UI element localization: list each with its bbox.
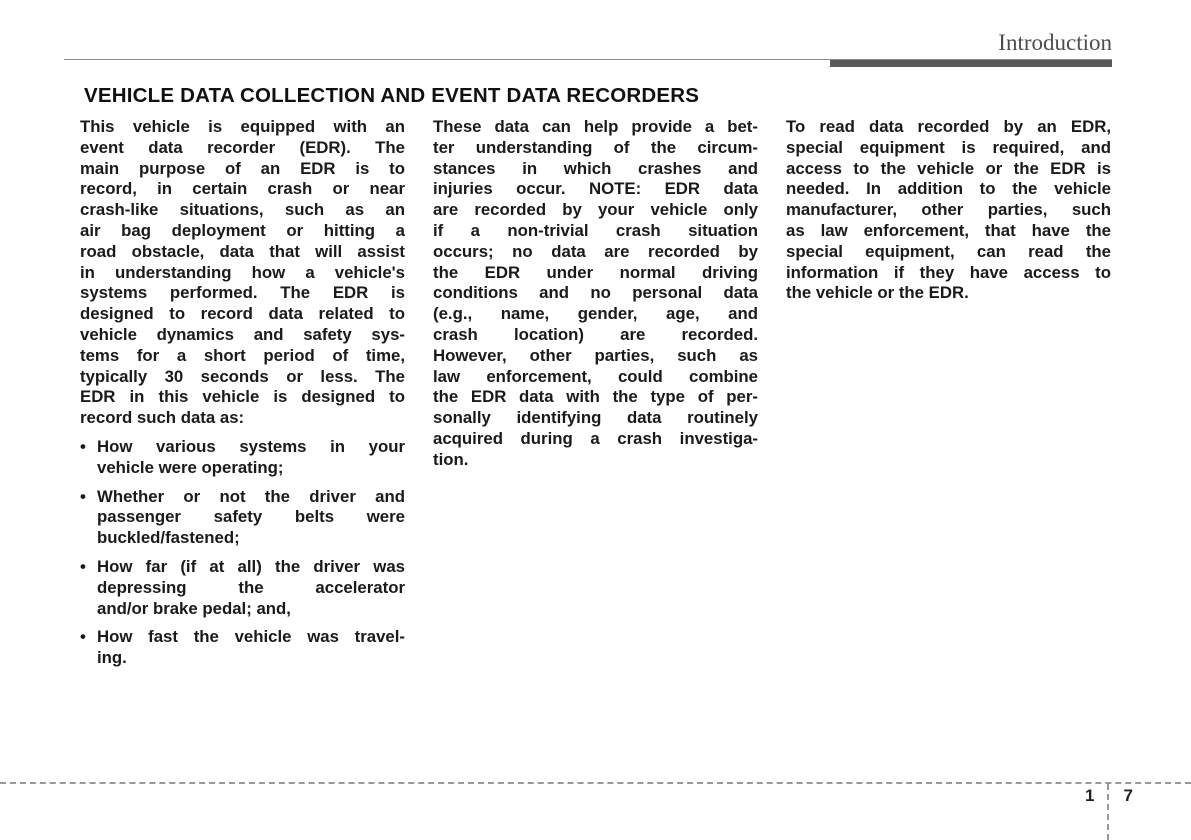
text-line: passenger safety belts were xyxy=(97,507,405,527)
text-line: However, other parties, such as xyxy=(433,345,758,365)
bullet-marker: • xyxy=(80,486,86,506)
text-line: How far (if at all) the driver was xyxy=(97,556,405,576)
text-line: needed. In addition to the vehicle xyxy=(786,179,1111,199)
bullet-marker: • xyxy=(80,436,86,456)
text-line: stances in which crashes and xyxy=(433,158,758,178)
bullet-item xyxy=(80,627,405,669)
text-line: crash location) are recorded. xyxy=(433,324,758,344)
text-columns xyxy=(80,117,1111,669)
column-2 xyxy=(433,117,758,669)
text-line: the EDR data with the type of per- xyxy=(433,387,758,407)
text-line: sonally identifying data routinely xyxy=(433,408,758,428)
text-line: typically 30 seconds or less. The xyxy=(80,366,405,386)
bullet-text xyxy=(97,627,405,669)
text-line: (e.g., name, gender, age, and xyxy=(433,304,758,324)
text-line: if a non-trivial crash situation xyxy=(433,220,758,240)
text-line: These data can help provide a bet- xyxy=(433,117,758,136)
text-line: access to the vehicle or the EDR is xyxy=(786,158,1111,178)
text-line: the EDR under normal driving xyxy=(433,262,758,282)
section-title: Introduction xyxy=(998,30,1112,55)
page-number-chapter: 1 xyxy=(1085,786,1095,805)
text-line: road obstacle, data that will assist xyxy=(80,241,405,261)
text-line: manufacturer, other parties, such xyxy=(786,200,1111,220)
text-line: record such data as: xyxy=(80,408,245,428)
text-line: ter understanding of the circum- xyxy=(433,137,758,157)
text-line: depressing the accelerator xyxy=(97,577,405,597)
text-line: Whether or not the driver and xyxy=(97,486,405,506)
text-line: tion. xyxy=(433,449,469,469)
bullet-marker: • xyxy=(80,627,86,647)
text-line: special equipment is required, and xyxy=(786,137,1111,157)
text-line: EDR in this vehicle is designed to xyxy=(80,387,405,407)
text-line: as law enforcement, that have the xyxy=(786,220,1111,240)
bullet-item xyxy=(80,487,405,549)
bullet-marker: • xyxy=(80,556,86,576)
text-line: and/or brake pedal; and, xyxy=(97,598,291,618)
text-line: How fast the vehicle was travel- xyxy=(97,627,405,647)
text-line: crash-like situations, such as an xyxy=(80,200,405,220)
text-line: To read data recorded by an EDR, xyxy=(786,117,1111,136)
page-number-page: 7 xyxy=(1123,786,1133,805)
text-line: the vehicle or the EDR. xyxy=(786,283,969,303)
text-line: are recorded by your vehicle only xyxy=(433,200,758,220)
text-line: How various systems in your xyxy=(97,436,405,456)
text-line: designed to record data related to xyxy=(80,304,405,324)
text-line: special equipment, can read the xyxy=(786,241,1111,261)
text-line: vehicle were operating; xyxy=(97,457,284,477)
text-line: law enforcement, could combine xyxy=(433,366,758,386)
text-line: occurs; no data are recorded by xyxy=(433,241,758,261)
footer-divider xyxy=(0,782,1191,784)
page-number xyxy=(1085,786,1133,806)
text-line: conditions and no personal data xyxy=(433,283,758,303)
page-title: VEHICLE DATA COLLECTION AND EVENT DATA RECORDERS xyxy=(84,84,700,107)
paragraph xyxy=(80,117,405,429)
text-line: This vehicle is equipped with an xyxy=(80,117,405,136)
text-line: systems performed. The EDR is xyxy=(80,283,405,303)
bullet-item xyxy=(80,557,405,619)
text-line: air bag deployment or hitting a xyxy=(80,220,405,240)
text-line: tems for a short period of time, xyxy=(80,345,405,365)
text-line: injuries occur. NOTE: EDR data xyxy=(433,179,758,199)
text-line: main purpose of an EDR is to xyxy=(80,158,405,178)
paragraph xyxy=(786,117,1111,304)
text-line: vehicle dynamics and safety sys- xyxy=(80,324,405,344)
bullet-text xyxy=(97,557,405,619)
bullet-text xyxy=(97,487,405,549)
bullet-item xyxy=(80,437,405,479)
paragraph xyxy=(433,117,758,471)
text-line: ing. xyxy=(97,648,127,668)
text-line: acquired during a crash investiga- xyxy=(433,428,758,448)
column-1 xyxy=(80,117,405,669)
text-line: record, in certain crash or near xyxy=(80,179,405,199)
column-3 xyxy=(786,117,1111,669)
text-line: buckled/fastened; xyxy=(97,528,240,548)
text-line: in understanding how a vehicle's xyxy=(80,262,405,282)
text-line: event data recorder (EDR). The xyxy=(80,137,405,157)
text-line: information if they have access to xyxy=(786,262,1111,282)
bullet-text xyxy=(97,437,405,479)
header-accent-bar xyxy=(830,60,1112,67)
